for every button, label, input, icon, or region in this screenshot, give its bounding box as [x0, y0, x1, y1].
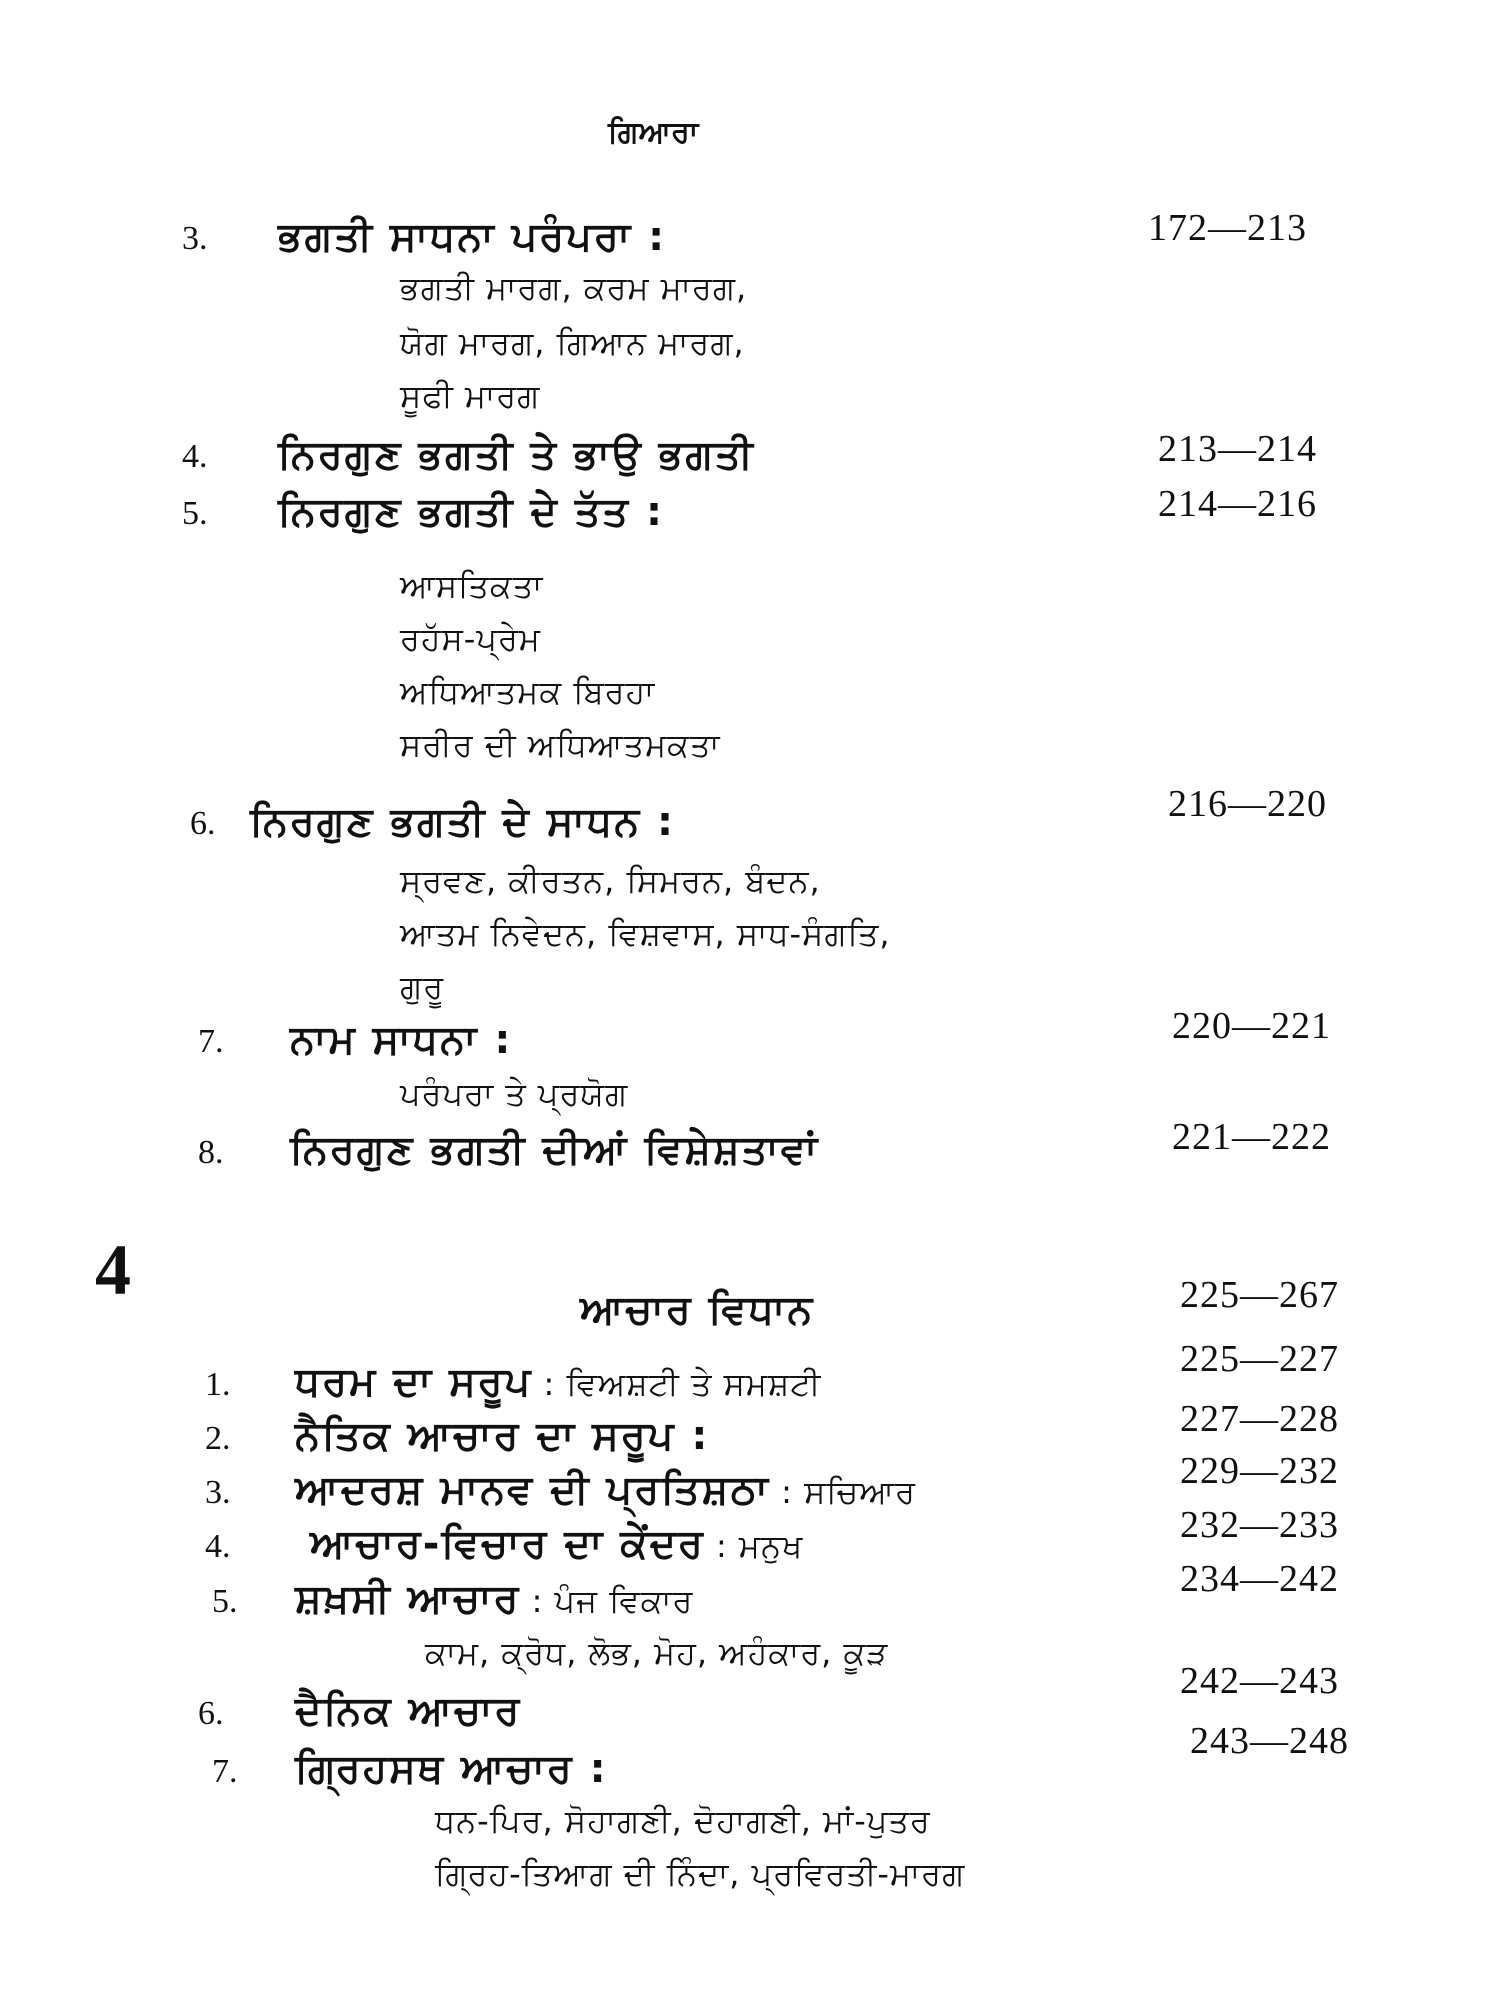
entry-pages: 216—220 [1168, 783, 1327, 825]
entry-subtopics: ਪਰੰਪਰਾ ਤੇ ਪ੍ਰਯੋਗ [400, 1075, 629, 1113]
entry-title-suffix: : ਵਿਅਸ਼ਟੀ ਤੇ ਸਮਸ਼ਟੀ [532, 1365, 822, 1403]
chapter-pages: 225—267 [1180, 1274, 1339, 1316]
entry-subtopics: ਆਸਤਿਕਤਾ [400, 567, 544, 605]
entry-title-main: ਨੈਤਿਕ ਆਚਾਰ ਦਾ ਸਰੂਪ : [295, 1413, 710, 1459]
entry-number: 5. [182, 495, 208, 532]
entry-pages: 221—222 [1172, 1116, 1331, 1158]
entry-pages: 229—232 [1180, 1450, 1339, 1492]
entry-subtopics: ਧਨ-ਪਿਰ, ਸੋਹਾਗਣੀ, ਦੋਹਾਗਣੀ, ਮਾਂ-ਪੁਤਰ [435, 1802, 931, 1840]
entry-title [310, 1521, 804, 1567]
entry-subtopics: ਗੁਰੂ [400, 968, 445, 1006]
chapter-number: 4 [95, 1230, 131, 1310]
entry-subtopics: ਭਗਤੀ ਮਾਰਗ, ਕਰਮ ਮਾਰਗ, [400, 269, 748, 307]
entry-title-main: ਆਦਰਸ਼ ਮਾਨਵ ਦੀ ਪ੍ਰਤਿਸ਼ਠਾ [295, 1467, 770, 1513]
entry-title-suffix: : ਮਨੁਖ [704, 1527, 804, 1565]
chapter-title: ਆਚਾਰ ਵਿਧਾਨ [580, 1287, 815, 1333]
entry-subtopics: ਸ੍ਰਵਣ, ਕੀਰਤਨ, ਸਿਮਰਨ, ਬੰਦਨ, [400, 862, 821, 900]
entry-title-suffix: : ਪੰਜ ਵਿਕਾਰ [520, 1582, 694, 1620]
entry-title [295, 1576, 694, 1622]
entry-number: 2. [205, 1420, 231, 1457]
entry-title [295, 1467, 916, 1513]
entry-number: 3. [205, 1474, 231, 1511]
entry-pages: 220—221 [1172, 1005, 1331, 1047]
entry-subtopics: ਆਤਮ ਨਿਵੇਦਨ, ਵਿਸ਼ਵਾਸ, ਸਾਧ-ਸੰਗਤਿ, [400, 915, 891, 953]
entry-title [295, 1413, 710, 1459]
entry-title: ਨਿਰਗੁਣ ਭਗਤੀ ਤੇ ਭਾਉ ਭਗਤੀ [278, 432, 755, 478]
entry-number: 7. [212, 1753, 238, 1790]
entry-subtopics: ਅਧਿਆਤਮਕ ਬਿਰਹਾ [400, 673, 656, 711]
entry-title-main: ਧਰਮ ਦਾ ਸਰੂਪ [295, 1359, 533, 1405]
entry-subtopics: ਸਰੀਰ ਦੀ ਅਧਿਆਤਮਕਤਾ [400, 726, 721, 764]
page-header: ਗਿਆਰਾ [608, 115, 699, 150]
entry-pages: 214—216 [1158, 483, 1317, 525]
entry-subtopics: ਗ੍ਰਿਹ-ਤਿਆਗ ਦੀ ਨਿੰਦਾ, ਪ੍ਰਵਿਰਤੀ-ਮਾਰਗ [435, 1855, 966, 1893]
entry-pages: 213—214 [1158, 428, 1317, 470]
entry-number: 8. [198, 1134, 224, 1171]
entry-title [295, 1746, 608, 1792]
entry-pages: 225—227 [1180, 1338, 1339, 1380]
entry-title [295, 1688, 522, 1734]
entry-title: ਨਾਮ ਸਾਧਨਾ : [290, 1017, 513, 1063]
entry-pages: 242—243 [1180, 1660, 1339, 1702]
entry-number: 7. [198, 1023, 224, 1060]
entry-title-main: ਦੈਨਿਕ ਆਚਾਰ [295, 1688, 522, 1734]
entry-pages: 234—242 [1180, 1558, 1339, 1600]
entry-pages: 172—213 [1148, 207, 1307, 249]
entry-subtopics: ਯੋਗ ਮਾਰਗ, ਗਿਆਨ ਮਾਰਗ, [400, 324, 745, 362]
entry-pages: 227—228 [1180, 1398, 1339, 1440]
entry-subtopics: ਸੂਫੀ ਮਾਰਗ [400, 377, 541, 415]
entry-number: 4. [182, 438, 208, 475]
entry-pages: 232—233 [1180, 1504, 1339, 1546]
entry-title-main: ਆਚਾਰ-ਵਿਚਾਰ ਦਾ ਕੇਂਦਰ [310, 1521, 705, 1567]
entry-title: ਭਗਤੀ ਸਾਧਨਾ ਪਰੰਪਰਾ : [278, 214, 667, 260]
entry-title-main: ਗ੍ਰਿਹਸਥ ਆਚਾਰ : [295, 1746, 608, 1792]
entry-number: 4. [205, 1528, 231, 1565]
entry-title-suffix: : ਸਚਿਆਰ [769, 1473, 916, 1511]
entry-pages: 243—248 [1190, 1720, 1349, 1762]
entry-number: 5. [212, 1583, 238, 1620]
entry-title: ਨਿਰਗੁਣ ਭਗਤੀ ਦੇ ਤੱਤ : [278, 489, 664, 535]
entry-number: 1. [205, 1366, 231, 1403]
entry-title: ਨਿਰਗੁਣ ਭਗਤੀ ਦੀਆਂ ਵਿਸ਼ੇਸ਼ਤਾਵਾਂ [290, 1127, 820, 1173]
entry-number: 3. [182, 220, 208, 257]
entry-title [295, 1359, 822, 1405]
entry-subtopics: ਕਾਮ, ਕ੍ਰੋਧ, ਲੋਭ, ਮੋਹ, ਅਹੰਕਾਰ, ਕੂੜ [425, 1634, 889, 1672]
entry-number: 6. [198, 1695, 224, 1732]
entry-number: 6. [190, 805, 216, 842]
entry-subtopics: ਰਹੱਸ-ਪ੍ਰੇਮ [400, 620, 541, 658]
entry-title: ਨਿਰਗੁਣ ਭਗਤੀ ਦੇ ਸਾਧਨ : [250, 799, 676, 845]
entry-title-main: ਸ਼ਖ਼ਸੀ ਆਚਾਰ [295, 1576, 521, 1622]
